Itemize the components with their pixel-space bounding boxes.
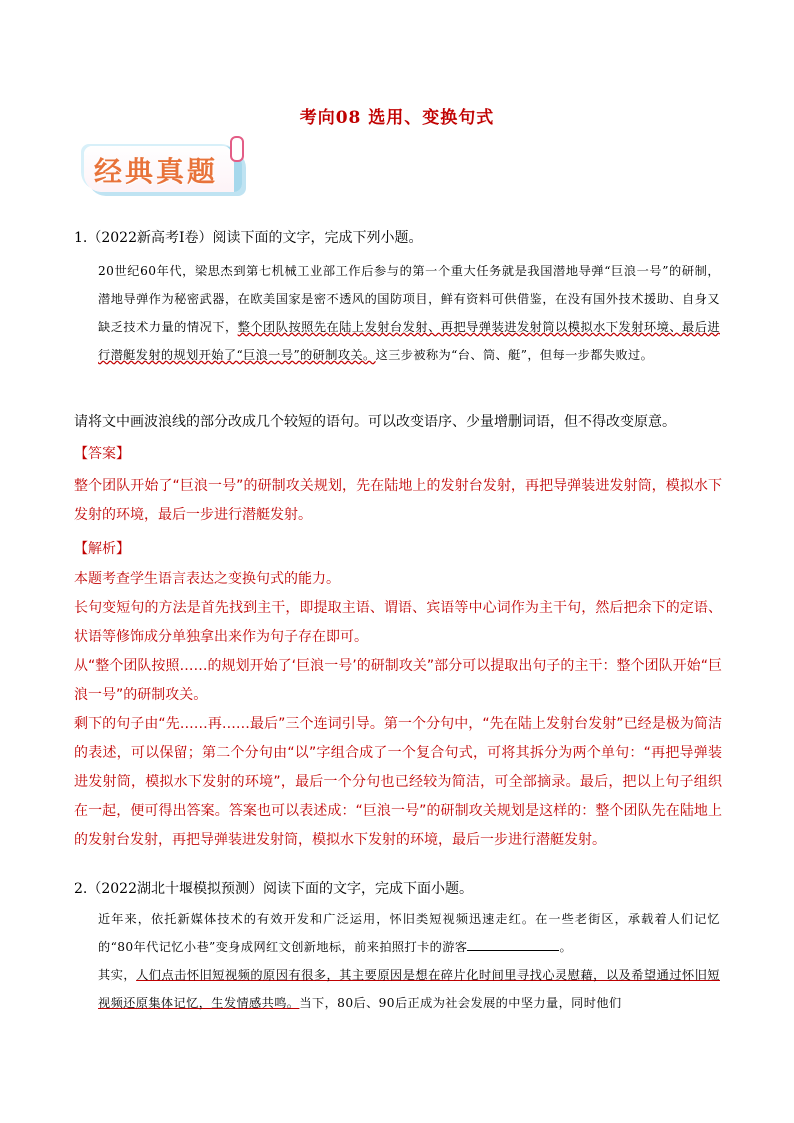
analysis-line: 长句变短句的方法是首先找到主干，即提取主语、谓语、宾语等中心词作为主干句，然后把余下的定语、状语等修饰成分单独拿出来作为句子存在即可。	[74, 600, 722, 645]
passage-2-underlined-text: 人们点击怀旧短视频的原因有很多，其主要原因是想在碎片化时间里寻找心灵慰藉，以及希望通过怀旧短视频还原集体记忆，生发情感共鸣。	[98, 968, 720, 1010]
page-title: 考向08 选用、变换句式	[299, 108, 495, 128]
passage-1-text-b: 这三步被称为“台、筒、艇”，但每一步都失败过。	[375, 348, 654, 362]
answer-text: 整个团队开始了“巨浪一号”的研制攻关规划，先在陆地上的发射台发射，再把导弹装进发射筒，模拟水下发射的环境，最后一步进行潜艇发射。	[74, 478, 722, 523]
analysis-label: 【解析】	[74, 541, 130, 557]
question-2-source: 2.（2022湖北十堰模拟预测）	[74, 881, 263, 897]
banner-label: 经典真题	[94, 155, 219, 188]
fill-blank[interactable]	[467, 938, 559, 951]
passage-2-para2-start: 其实，	[98, 968, 137, 982]
answer-label: 【答案】	[74, 446, 130, 462]
passage-1-text-a: 20世纪60年代，梁思杰到第七机械工业部工作后参与的第一个重大任务就是我国潜地导弹“巨浪一号”的研制，潜地导弹作为秘密武器，在欧美国家是密不透风的国防项目，鲜有资料可供借鉴，在没有国外技术援助、自身又缺乏技术力量的情况下，	[98, 264, 720, 334]
question-1-header	[74, 229, 423, 247]
passage-2-para1-end: 。	[559, 940, 573, 954]
question-1-source: 1.（2022新高考Ⅰ卷）	[74, 230, 213, 246]
passage-2-para1: 近年来，依托新媒体技术的有效开发和广泛运用，怀旧类短视频迅速走红。在一些老街区，承载着人们记忆的“80年代记忆小巷”变身成网红文创新地标，前来拍照打卡的游客	[98, 912, 720, 954]
section-banner	[74, 138, 246, 200]
analysis-line: 本题考查学生语言表达之变换句式的能力。	[74, 571, 340, 587]
question-2-prompt: 阅读下面的文字，完成下面小题。	[263, 881, 473, 897]
analysis-line: 剩下的句子由“先……再……最后”三个连词引导。第一个分句中，“先在陆上发射台发射”已经是极为简洁的表述，可以保留；第二个分句由“以”字组合成了一个复合句式，可将其拆分为两个单句：“再把导弹装进发射筒，模拟水下发射的环境”，最后一个分句也已经较为简洁，可全部摘录。最后，把以上句子组织在一起，便可得出答案。答案也可以表述成：“巨浪一号”的研制攻关规划是这样的：整个团队先在陆地上的发射台发射，再把导弹装进发射筒，模拟水下发射的环境，最后一步进行潜艇发射。	[74, 716, 722, 848]
question-2-header	[74, 880, 473, 898]
question-2-passage	[74, 905, 720, 1017]
analysis-line: 从“整个团队按照……的规划开始了‘巨浪一号’的研制攻关”部分可以提取出句子的主干：整个团队开始“巨浪一号”的研制攻关。	[74, 658, 722, 703]
analysis-body	[74, 565, 722, 855]
question-1-passage	[74, 257, 720, 369]
paperclip-icon	[230, 136, 244, 162]
question-1-prompt: 阅读下面的文字，完成下列小题。	[212, 230, 423, 246]
passage-1-wavy-text: 整个团队按照先在陆上发射台发射、再把导弹装进发射筒以模拟水下发射环境、最后进行潜艇发射的规划开始了“巨浪一号”的研制攻关。	[98, 320, 720, 362]
passage-2-para2-end: 当下，80后、90后正成为社会发展的中坚力量，同时他们	[299, 996, 622, 1010]
question-1-instruction: 请将文中画波浪线的部分改成几个较短的语句。可以改变语序、少量增删词语，但不得改变原意。	[74, 414, 676, 430]
